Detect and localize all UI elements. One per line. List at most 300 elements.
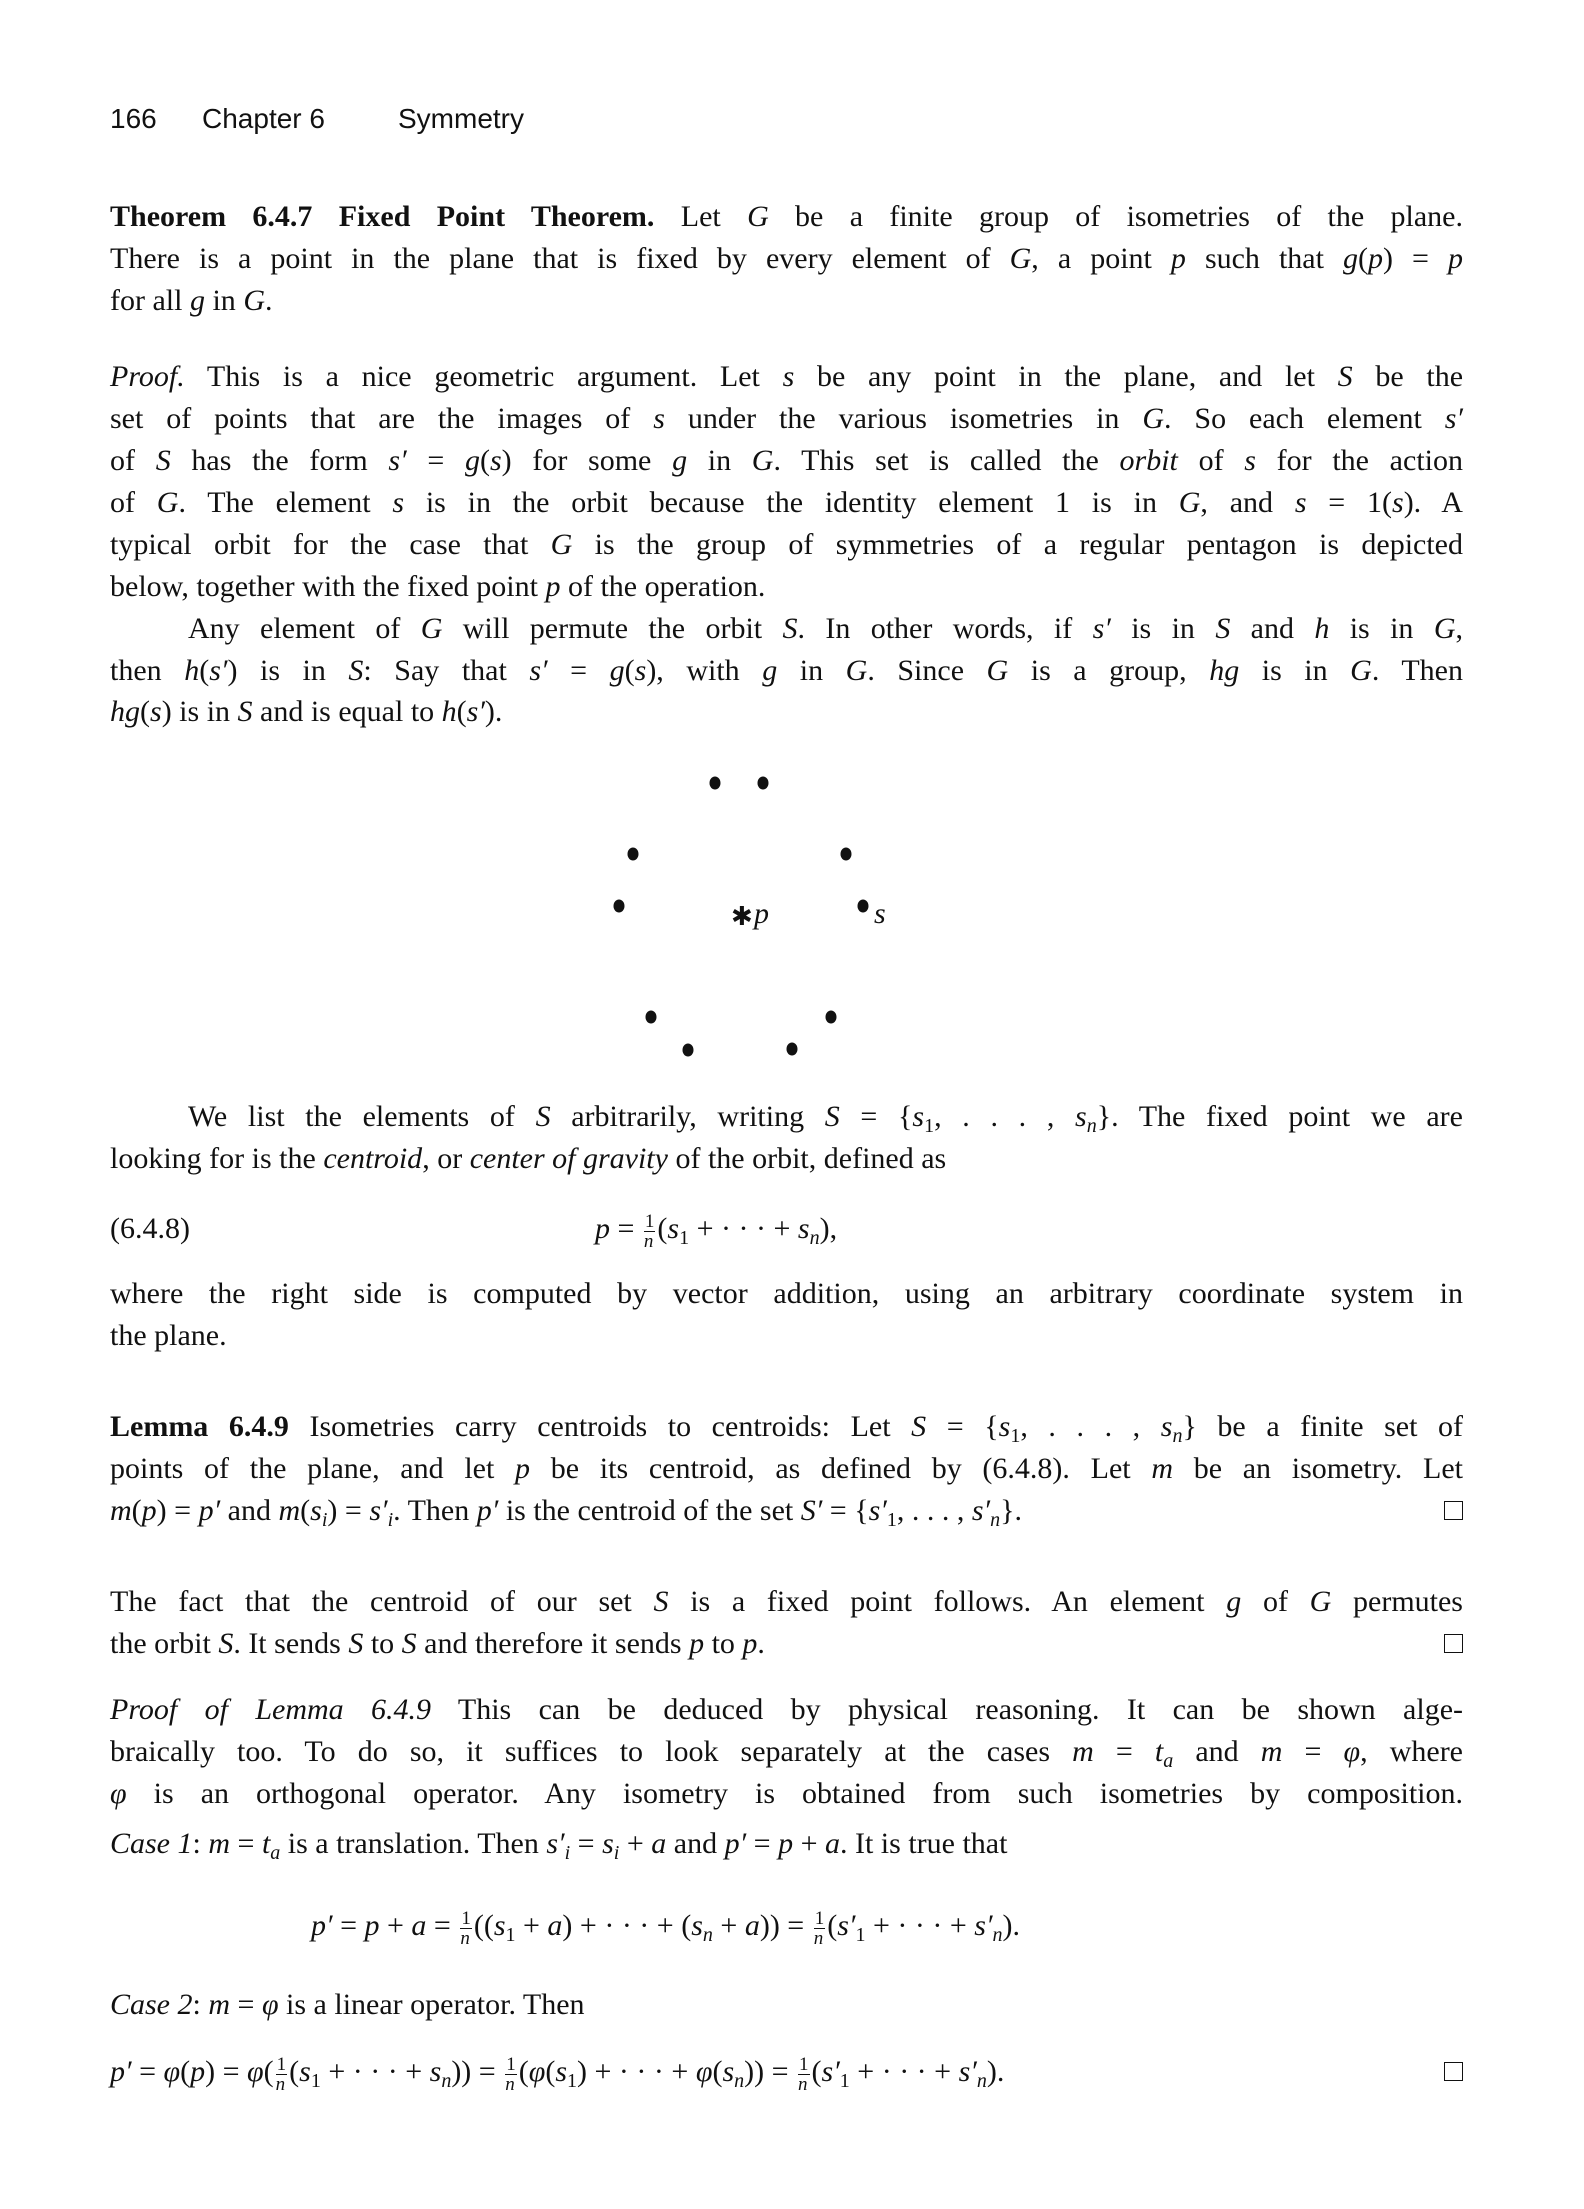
math-italic: centroid: [323, 1142, 423, 1175]
text-run: +: [515, 1909, 548, 1942]
case2-equation-row: [110, 2051, 1463, 2093]
qed-box-icon: [1444, 2062, 1463, 2081]
math-italic: s′: [466, 695, 485, 728]
text-run: =: [131, 2055, 164, 2088]
text-run: (: [712, 2055, 723, 2088]
text-run: =: [230, 1988, 262, 2021]
text-run: ) =: [156, 1494, 199, 1527]
math-italic: s′: [868, 1494, 887, 1527]
math-italic: S: [824, 1100, 840, 1133]
math-italic: s′: [974, 1909, 993, 1942]
text-run: )) =: [451, 2055, 504, 2088]
text-run: be its centroid, as defined by (6.4.8). Let: [530, 1452, 1152, 1485]
text-run: is a group,: [1008, 654, 1210, 687]
math-italic: s′: [388, 444, 407, 477]
math-italic: G: [156, 486, 179, 519]
math-italic: p: [190, 2055, 206, 2088]
qed-box-icon: [1444, 1501, 1463, 1520]
text-run: (: [1358, 242, 1368, 275]
subscript: n: [1172, 1425, 1183, 1447]
text-run: and: [1173, 1735, 1261, 1768]
text-line: [110, 1096, 1463, 1138]
fraction: $\frac{1}{n}$: [798, 2053, 809, 2095]
text-run: +: [793, 1827, 825, 1860]
math-italic: p: [515, 1452, 531, 1485]
text-run: ) =: [205, 2055, 248, 2088]
case2-line: [110, 1984, 1463, 2026]
qed-box-icon: [1444, 1634, 1463, 1653]
subscript: 1: [855, 1924, 866, 1946]
text-line: [110, 1984, 1463, 2026]
fixed-point-asterisk-icon: ✱: [731, 902, 753, 931]
text-run: :: [192, 1827, 209, 1860]
math-italic: a: [547, 1909, 563, 1942]
text-run: is in: [1110, 612, 1216, 645]
math-italic: s′: [546, 1827, 565, 1860]
text-run: is an orthogonal operator. Any isometry is obtained from such isometries by composition.: [126, 1777, 1463, 1810]
text-run: ) + · · · + (: [562, 1909, 692, 1942]
text-line: [110, 196, 1463, 238]
math-italic: g: [1343, 242, 1358, 275]
text-run: + · · · +: [320, 2055, 430, 2088]
text-run: There is a point in the plane that is fixed by every element of: [110, 242, 1010, 275]
text-run: . This set is called the: [773, 444, 1120, 477]
text-run: in: [777, 654, 846, 687]
math-italic: g: [464, 444, 480, 477]
math-italic: S: [348, 654, 364, 687]
text-run: ) is in: [161, 695, 238, 728]
text-run: be an isometry. Let: [1172, 1452, 1463, 1485]
fraction: $\frac{1}{n}$: [505, 2053, 516, 2095]
subscript: a: [1163, 1750, 1174, 1772]
text-run: and is equal to: [252, 695, 442, 728]
math-italic: g: [1226, 1585, 1242, 1618]
math-italic: s′: [1092, 612, 1111, 645]
text-line: [110, 650, 1463, 691]
math-italic: p: [141, 1494, 157, 1527]
math-italic: s′: [209, 654, 228, 687]
text-run: ,: [1455, 612, 1463, 645]
text-run: (: [479, 444, 490, 477]
math-italic: m: [110, 1494, 132, 1527]
text-run: is a fixed point follows. An element: [668, 1585, 1227, 1618]
math-italic: φ: [261, 1988, 279, 2021]
subscript: n: [1086, 1115, 1097, 1137]
math-italic: S: [348, 1627, 364, 1660]
text-run: (: [263, 2055, 274, 2088]
theorem-6-4-7: [110, 196, 1463, 322]
math-italic: p: [595, 1212, 610, 1245]
math-italic: φ: [1343, 1735, 1361, 1768]
text-line: [110, 1731, 1463, 1773]
math-italic: s: [602, 1827, 614, 1860]
math-italic: s′: [1444, 402, 1463, 435]
text-run: for all: [110, 284, 190, 317]
math-italic: s: [1160, 1410, 1173, 1443]
text-run: Let: [654, 200, 748, 233]
math-italic: center of gravity: [469, 1142, 668, 1175]
subscript: i: [387, 1509, 394, 1531]
text-run: . It sends: [233, 1627, 349, 1660]
text-run: be a finite group of isometries of the plane.: [768, 200, 1463, 233]
text-run: of the orbit, defined as: [667, 1142, 947, 1175]
text-run: for the action: [1255, 444, 1463, 477]
text-run: The fact that the centroid of our set: [110, 1585, 654, 1618]
text-run: the plane.: [110, 1319, 227, 1352]
text-run: )) =: [744, 2055, 797, 2088]
subscript: n: [976, 2070, 987, 2092]
orbit-point: [683, 1044, 694, 1057]
math-italic: s: [722, 2055, 735, 2088]
fraction: $\frac{1}{n}$: [813, 1907, 825, 1949]
text-run: looking for is the: [110, 1142, 324, 1175]
math-italic: s: [797, 1212, 810, 1245]
math-italic: g: [609, 654, 625, 687]
proof-paragraph: [110, 356, 1463, 733]
text-run: + · · · +: [849, 2055, 959, 2088]
text-run: ).: [986, 2055, 1005, 2088]
text-run: =: [332, 1909, 365, 1942]
math-italic: S: [911, 1410, 927, 1443]
text-run: arbitrarily, writing: [550, 1100, 825, 1133]
text-run: = 1(: [1306, 486, 1392, 519]
text-run: ).: [1002, 1909, 1021, 1942]
math-italic: s: [1244, 444, 1256, 477]
math-italic: p′: [311, 1909, 333, 1942]
math-italic: G: [845, 654, 868, 687]
math-italic: p: [545, 570, 561, 603]
math-italic: G: [1178, 486, 1201, 519]
math-italic: p: [1170, 242, 1186, 275]
math-italic: s′: [369, 1494, 388, 1527]
case1-equation: [311, 1905, 1020, 1947]
subscript: n: [734, 2070, 745, 2092]
subscript: 1: [679, 1227, 690, 1249]
text-run: .: [264, 284, 273, 317]
math-italic: s′: [821, 2055, 840, 2088]
text-run: Lemma 6.4.9: [110, 1410, 289, 1443]
subscript: i: [321, 1509, 328, 1531]
page-number: 166: [110, 103, 157, 134]
text-run: , . . . ,: [934, 1100, 1075, 1133]
math-italic: g: [189, 284, 205, 317]
math-italic: m: [1151, 1452, 1173, 1485]
math-italic: t: [1154, 1735, 1164, 1768]
text-run: + · · · +: [689, 1212, 798, 1245]
text-run: be the: [1352, 360, 1464, 393]
math-italic: h: [184, 654, 200, 687]
text-line: [110, 1406, 1463, 1448]
text-line: [110, 398, 1463, 440]
text-run: +: [712, 1909, 745, 1942]
text-run: = {: [839, 1100, 913, 1133]
math-italic: p′: [110, 2055, 132, 2088]
fraction: $\frac{1}{n}$: [460, 1907, 471, 1949]
math-italic: s: [782, 360, 795, 393]
orbit-point: [628, 848, 639, 861]
math-italic: s′: [837, 1909, 856, 1942]
math-italic: G: [747, 200, 769, 233]
text-line: [110, 524, 1463, 566]
lemma-proof: [110, 1689, 1463, 1865]
math-italic: S: [237, 695, 253, 728]
math-italic: h: [441, 695, 457, 728]
text-run: , . . . ,: [896, 1494, 972, 1527]
lemma-6-4-9: [110, 1406, 1463, 1532]
math-italic: s: [653, 402, 665, 435]
math-italic: g: [672, 444, 688, 477]
math-italic: s: [392, 486, 405, 519]
fact-paragraph: [110, 1581, 1463, 1665]
case2-equation: [110, 2051, 1463, 2093]
math-italic: orbit: [1119, 444, 1178, 477]
text-run: This is a nice geometric argument. Let: [184, 360, 783, 393]
orbit-point: [710, 777, 721, 790]
math-italic: s: [429, 2055, 442, 2088]
equation-body: [595, 1208, 837, 1250]
orbit-point-s: [858, 900, 869, 913]
orbit-point-label: s: [874, 897, 886, 930]
subscript: i: [613, 1842, 620, 1864]
text-line: [110, 608, 1463, 650]
fixed-point-label: p: [754, 897, 769, 930]
text-run: .: [757, 1627, 765, 1660]
text-line: [110, 1823, 1463, 1865]
text-run: +: [619, 1827, 652, 1860]
subscript: n: [992, 1924, 1003, 1946]
centroid-paragraph: [110, 1096, 1463, 1180]
math-italic: p′: [198, 1494, 221, 1527]
text-run: +: [379, 1909, 412, 1942]
subscript: 1: [1010, 1425, 1021, 1447]
text-run: Any element of: [188, 612, 421, 645]
text-run: ) =: [327, 1494, 370, 1527]
math-italic: p: [778, 1827, 794, 1860]
text-line: [110, 1773, 1463, 1823]
subscript: n: [990, 1509, 1001, 1531]
math-italic: p: [689, 1627, 705, 1660]
text-run: and: [666, 1827, 725, 1860]
text-run: , or: [422, 1142, 470, 1175]
text-run: is a translation. Then: [280, 1827, 547, 1860]
text-run: ) for some: [501, 444, 673, 477]
text-run: . In other words, if: [797, 612, 1093, 645]
text-run: } be a finite set of: [1182, 1410, 1464, 1443]
text-run: (: [624, 654, 635, 687]
subscript: n: [441, 2070, 452, 2092]
math-italic: Proof.: [110, 360, 185, 393]
text-run: . So each element: [1164, 402, 1445, 435]
math-italic: s: [493, 1909, 506, 1942]
math-italic: Case 2: [110, 1988, 193, 2021]
text-run: = {: [926, 1410, 999, 1443]
math-italic: m: [278, 1494, 301, 1527]
math-italic: a: [411, 1909, 427, 1942]
text-run: . Then: [393, 1494, 477, 1527]
text-run: ) =: [1383, 242, 1448, 275]
text-run: to: [363, 1627, 402, 1660]
math-italic: s: [998, 1410, 1011, 1443]
equation-number: (6.4.8): [110, 1212, 190, 1245]
orbit-point: [826, 1011, 837, 1024]
text-run: : Say that: [363, 654, 530, 687]
text-run: and: [220, 1494, 279, 1527]
text-run: below, together with the fixed point: [110, 570, 546, 603]
math-italic: m: [208, 1827, 231, 1860]
subscript: a: [270, 1842, 281, 1864]
text-run: ).: [484, 695, 503, 728]
text-run: This can be deduced by physical reasoning. It can be shown alge-: [431, 1693, 1464, 1726]
math-italic: φ: [163, 2055, 181, 2088]
math-italic: Proof of Lemma 6.4.9: [110, 1693, 432, 1726]
math-italic: S: [155, 444, 171, 477]
text-run: (: [199, 654, 210, 687]
math-italic: hg: [110, 695, 140, 728]
text-run: and therefore it sends: [416, 1627, 690, 1660]
math-italic: s′: [529, 654, 548, 687]
math-italic: m: [1260, 1735, 1283, 1768]
math-italic: G: [1009, 242, 1032, 275]
math-italic: s: [299, 2055, 311, 2088]
text-run: ),: [819, 1212, 838, 1245]
subscript: 1: [839, 2070, 850, 2092]
subscript: 1: [505, 1924, 516, 1946]
math-italic: p: [742, 1627, 758, 1660]
math-italic: h: [1314, 612, 1330, 645]
text-run: (: [456, 695, 467, 728]
math-italic: S: [1337, 360, 1353, 393]
text-line: [110, 482, 1463, 524]
math-italic: s: [1294, 486, 1307, 519]
text-run: the orbit: [110, 1627, 219, 1660]
math-italic: s: [1075, 1100, 1087, 1133]
math-italic: s: [1392, 486, 1404, 519]
text-run: braically too. To do so, it suffices to look separately at the cases: [110, 1735, 1073, 1768]
math-italic: G: [751, 444, 774, 477]
text-run: of: [1241, 1585, 1310, 1618]
text-line: [110, 1623, 1463, 1665]
text-run: =: [547, 654, 610, 687]
text-run: be any point in the plane, and let: [794, 360, 1338, 393]
math-italic: S: [1215, 612, 1231, 645]
text-run: (: [827, 1909, 838, 1942]
text-run: (: [140, 695, 150, 728]
math-italic: G: [1433, 612, 1456, 645]
text-run: (: [518, 2055, 529, 2088]
math-italic: p: [1368, 242, 1383, 275]
text-run: =: [426, 1909, 459, 1942]
math-italic: φ: [695, 2055, 713, 2088]
subscript: 1: [310, 2070, 321, 2092]
subscript: 1: [567, 2070, 578, 2092]
subscript: 1: [924, 1115, 935, 1137]
math-italic: S′: [800, 1494, 823, 1527]
text-line: [110, 440, 1463, 482]
math-italic: G: [1142, 402, 1164, 435]
text-line: [110, 238, 1463, 280]
orbit-point: [614, 900, 625, 913]
text-run: of: [110, 486, 157, 519]
fraction: $\frac{1}{n}$: [643, 1210, 655, 1252]
math-italic: s: [912, 1100, 925, 1133]
text-run: is in the orbit because the identity element 1 is in: [404, 486, 1179, 519]
text-run: =: [610, 1212, 642, 1245]
fraction: $\frac{1}{n}$: [275, 2053, 287, 2095]
math-italic: S: [218, 1627, 234, 1660]
math-italic: hg: [1209, 654, 1240, 687]
text-run: , where: [1360, 1735, 1464, 1768]
math-italic: s: [310, 1494, 322, 1527]
text-run: where the right side is computed by vector addition, using an arbitrary coordinate system in: [110, 1277, 1463, 1310]
text-run: in: [204, 284, 244, 317]
math-italic: G: [243, 284, 265, 317]
text-run: under the various isometries in: [664, 402, 1143, 435]
text-run: (: [131, 1494, 142, 1527]
text-run: =: [406, 444, 465, 477]
text-run: =: [230, 1827, 262, 1860]
math-italic: p′: [724, 1827, 747, 1860]
text-run: permutes: [1331, 1585, 1463, 1618]
text-line: [110, 1273, 1463, 1315]
math-italic: S: [653, 1585, 669, 1618]
math-italic: G: [550, 528, 573, 561]
math-italic: G: [1350, 654, 1372, 687]
text-run: is in: [1329, 612, 1434, 645]
text-line: [110, 1138, 1463, 1180]
text-run: of: [1177, 444, 1245, 477]
text-run: is in: [1239, 654, 1351, 687]
orbit-point: [758, 777, 769, 790]
text-run: . It is true that: [839, 1827, 1008, 1860]
text-run: = {: [822, 1494, 869, 1527]
text-run: (: [289, 2055, 300, 2088]
orbit-point: [841, 848, 852, 861]
where-paragraph: [110, 1273, 1463, 1357]
math-italic: φ: [110, 1777, 127, 1810]
text-run: )) =: [759, 1909, 812, 1942]
text-run: , and: [1200, 486, 1295, 519]
math-italic: p′: [476, 1494, 499, 1527]
text-run: will permute the orbit: [442, 612, 783, 645]
chapter-label: Chapter 6: [202, 103, 325, 134]
text-run: (: [657, 1212, 668, 1245]
math-italic: m: [208, 1988, 231, 2021]
math-italic: p: [364, 1909, 380, 1942]
math-italic: S: [782, 612, 798, 645]
text-run: }. The fixed point we are: [1096, 1100, 1463, 1133]
orbit-point: [787, 1043, 798, 1056]
math-italic: Case 1: [110, 1827, 193, 1860]
text-run: has the form: [170, 444, 389, 477]
text-line: [110, 1581, 1463, 1623]
math-italic: G: [1309, 1585, 1332, 1618]
text-line: [110, 566, 1463, 608]
subscript: n: [702, 1924, 713, 1946]
subscript: 1: [886, 1509, 897, 1531]
text-run: is the centroid of the set: [498, 1494, 801, 1527]
math-italic: s′: [971, 1494, 991, 1527]
text-run: points of the plane, and let: [110, 1452, 516, 1485]
text-run: =: [570, 1827, 603, 1860]
text-run: in: [687, 444, 752, 477]
text-run: Isometries carry centroids to centroids: Let: [288, 1410, 912, 1443]
subscript: n: [809, 1227, 820, 1249]
text-run: . The element: [178, 486, 393, 519]
text-run: such that: [1185, 242, 1343, 275]
text-run: is the group of symmetries of a regular pentagon is depicted: [572, 528, 1463, 561]
math-italic: G: [986, 654, 1009, 687]
text-run: ) is in: [227, 654, 349, 687]
